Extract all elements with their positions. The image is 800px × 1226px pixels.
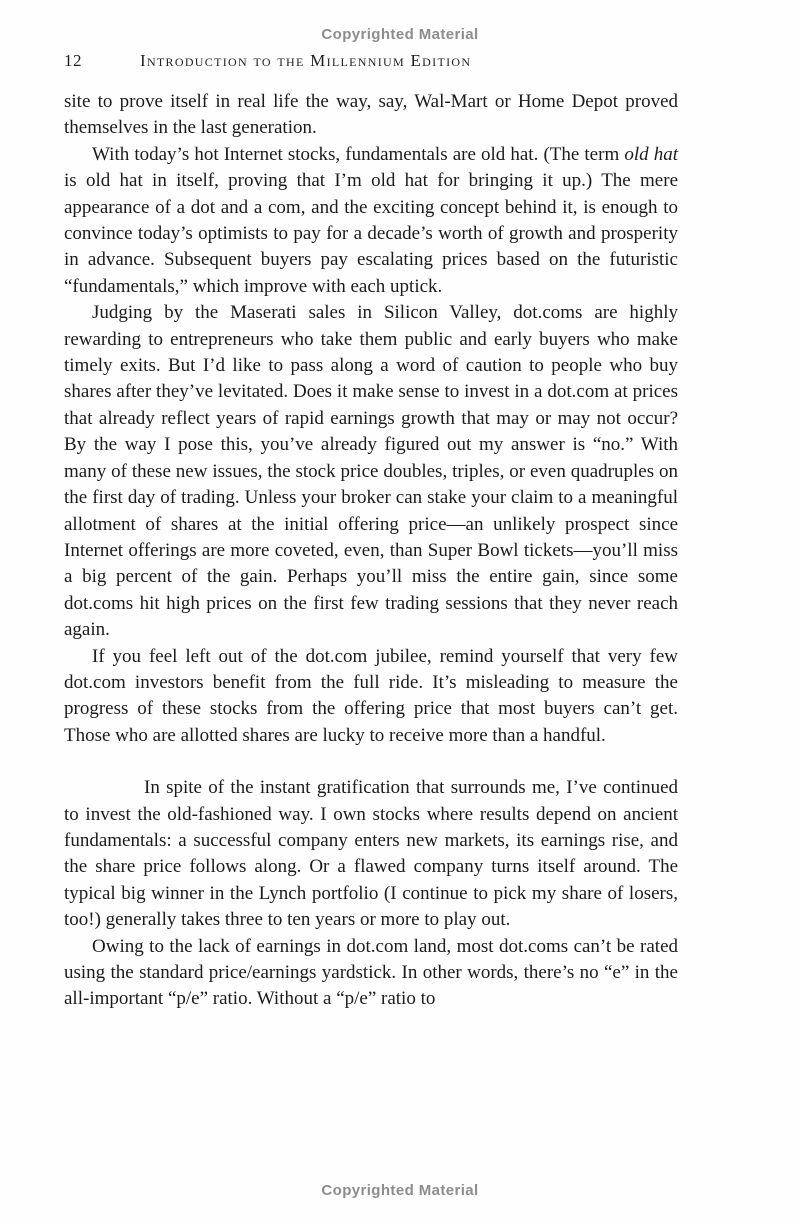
text-segment: In spite of the instant gratification that surrounds me, I’ve continued to invest the old-fashioned way. I own stocks where results depend on ancient fundamentals: a successful company enters new markets, its earnings rise, and the share price follows along. Or a flawed company turns itself around. The typical big winner in the Lynch portfolio (I continue to pick my share of losers, too!) generally takes three to ten years or more to play out. xyxy=(64,777,678,931)
paragraph-1 xyxy=(64,89,678,142)
paragraph-4 xyxy=(64,644,678,750)
paragraph-6 xyxy=(64,934,678,1013)
text-segment-italic: old hat xyxy=(624,143,679,165)
text-segment: Owing to the lack of earnings in dot.com land, most dot.coms can’t be rated using the standard price/earnings yardstick. In other words, there’s no “e” in the all-important “p/e” ratio. Without a “p/e” ratio to xyxy=(64,935,678,1010)
text-segment: If you feel left out of the dot.com jubilee, remind yourself that very few dot.com investors benefit from the full ride. It’s misleading to measure the progress of these stocks from the offering price that most buyers can’t get. Those who are allotted shares are lucky to receive more than a handful. xyxy=(64,645,678,746)
text-segment: With today’s hot Internet stocks, fundamentals are old hat. (The term xyxy=(92,143,625,165)
text-segment: site to prove itself in real life the way, say, Wal-Mart or Home Depot proved themselves in the last generation. xyxy=(64,91,678,139)
paragraph-2 xyxy=(64,142,678,300)
text-segment: is old hat in itself, proving that I’m old hat for bringing it up.) The mere appearance of a dot and a com, and the exciting concept behind it, is enough to convince today’s optimists to pay for a decade’s worth of growth and prosperity in advance. Subsequent buyers pay escalating prices based on the futuristic “fundamentals,” which improve with each uptick. xyxy=(64,170,678,297)
paragraph-5 xyxy=(64,775,678,933)
body-text xyxy=(64,89,678,1013)
paragraph-3 xyxy=(64,300,678,643)
copyright-notice-top: Copyrighted Material xyxy=(321,26,479,43)
page-number: 12 xyxy=(64,51,82,70)
copyright-notice-bottom: Copyrighted Material xyxy=(321,1182,479,1199)
running-head-title: Introduction to the Millennium Edition xyxy=(140,51,472,70)
page-header xyxy=(64,51,680,71)
text-segment: Judging by the Maserati sales in Silicon Valley, dot.coms are highly rewarding to entrepreneurs who take them public and early buyers who make timely exits. But I’d like to pass along a word of caution to people who buy shares after they’ve levitated. Does it make sense to invest in a dot.com at prices that already reflect years of rapid earnings growth that may or may not occur? By the way I pose this, you’ve already figured out my answer is “no.” With many of these new issues, the stock price doubles, triples, or even quadruples on the first day of trading. Unless your broker can stake your claim to a meaningful allotment of shares at the initial offering price—an unlikely prospect since Internet offerings are more coveted, even, than Super Bowl tickets—you’ll miss a big percent of the gain. Perhaps you’ll miss the entire gain, since some dot.coms hit high prices on the first few trading sessions that they never reach again. xyxy=(64,302,678,641)
